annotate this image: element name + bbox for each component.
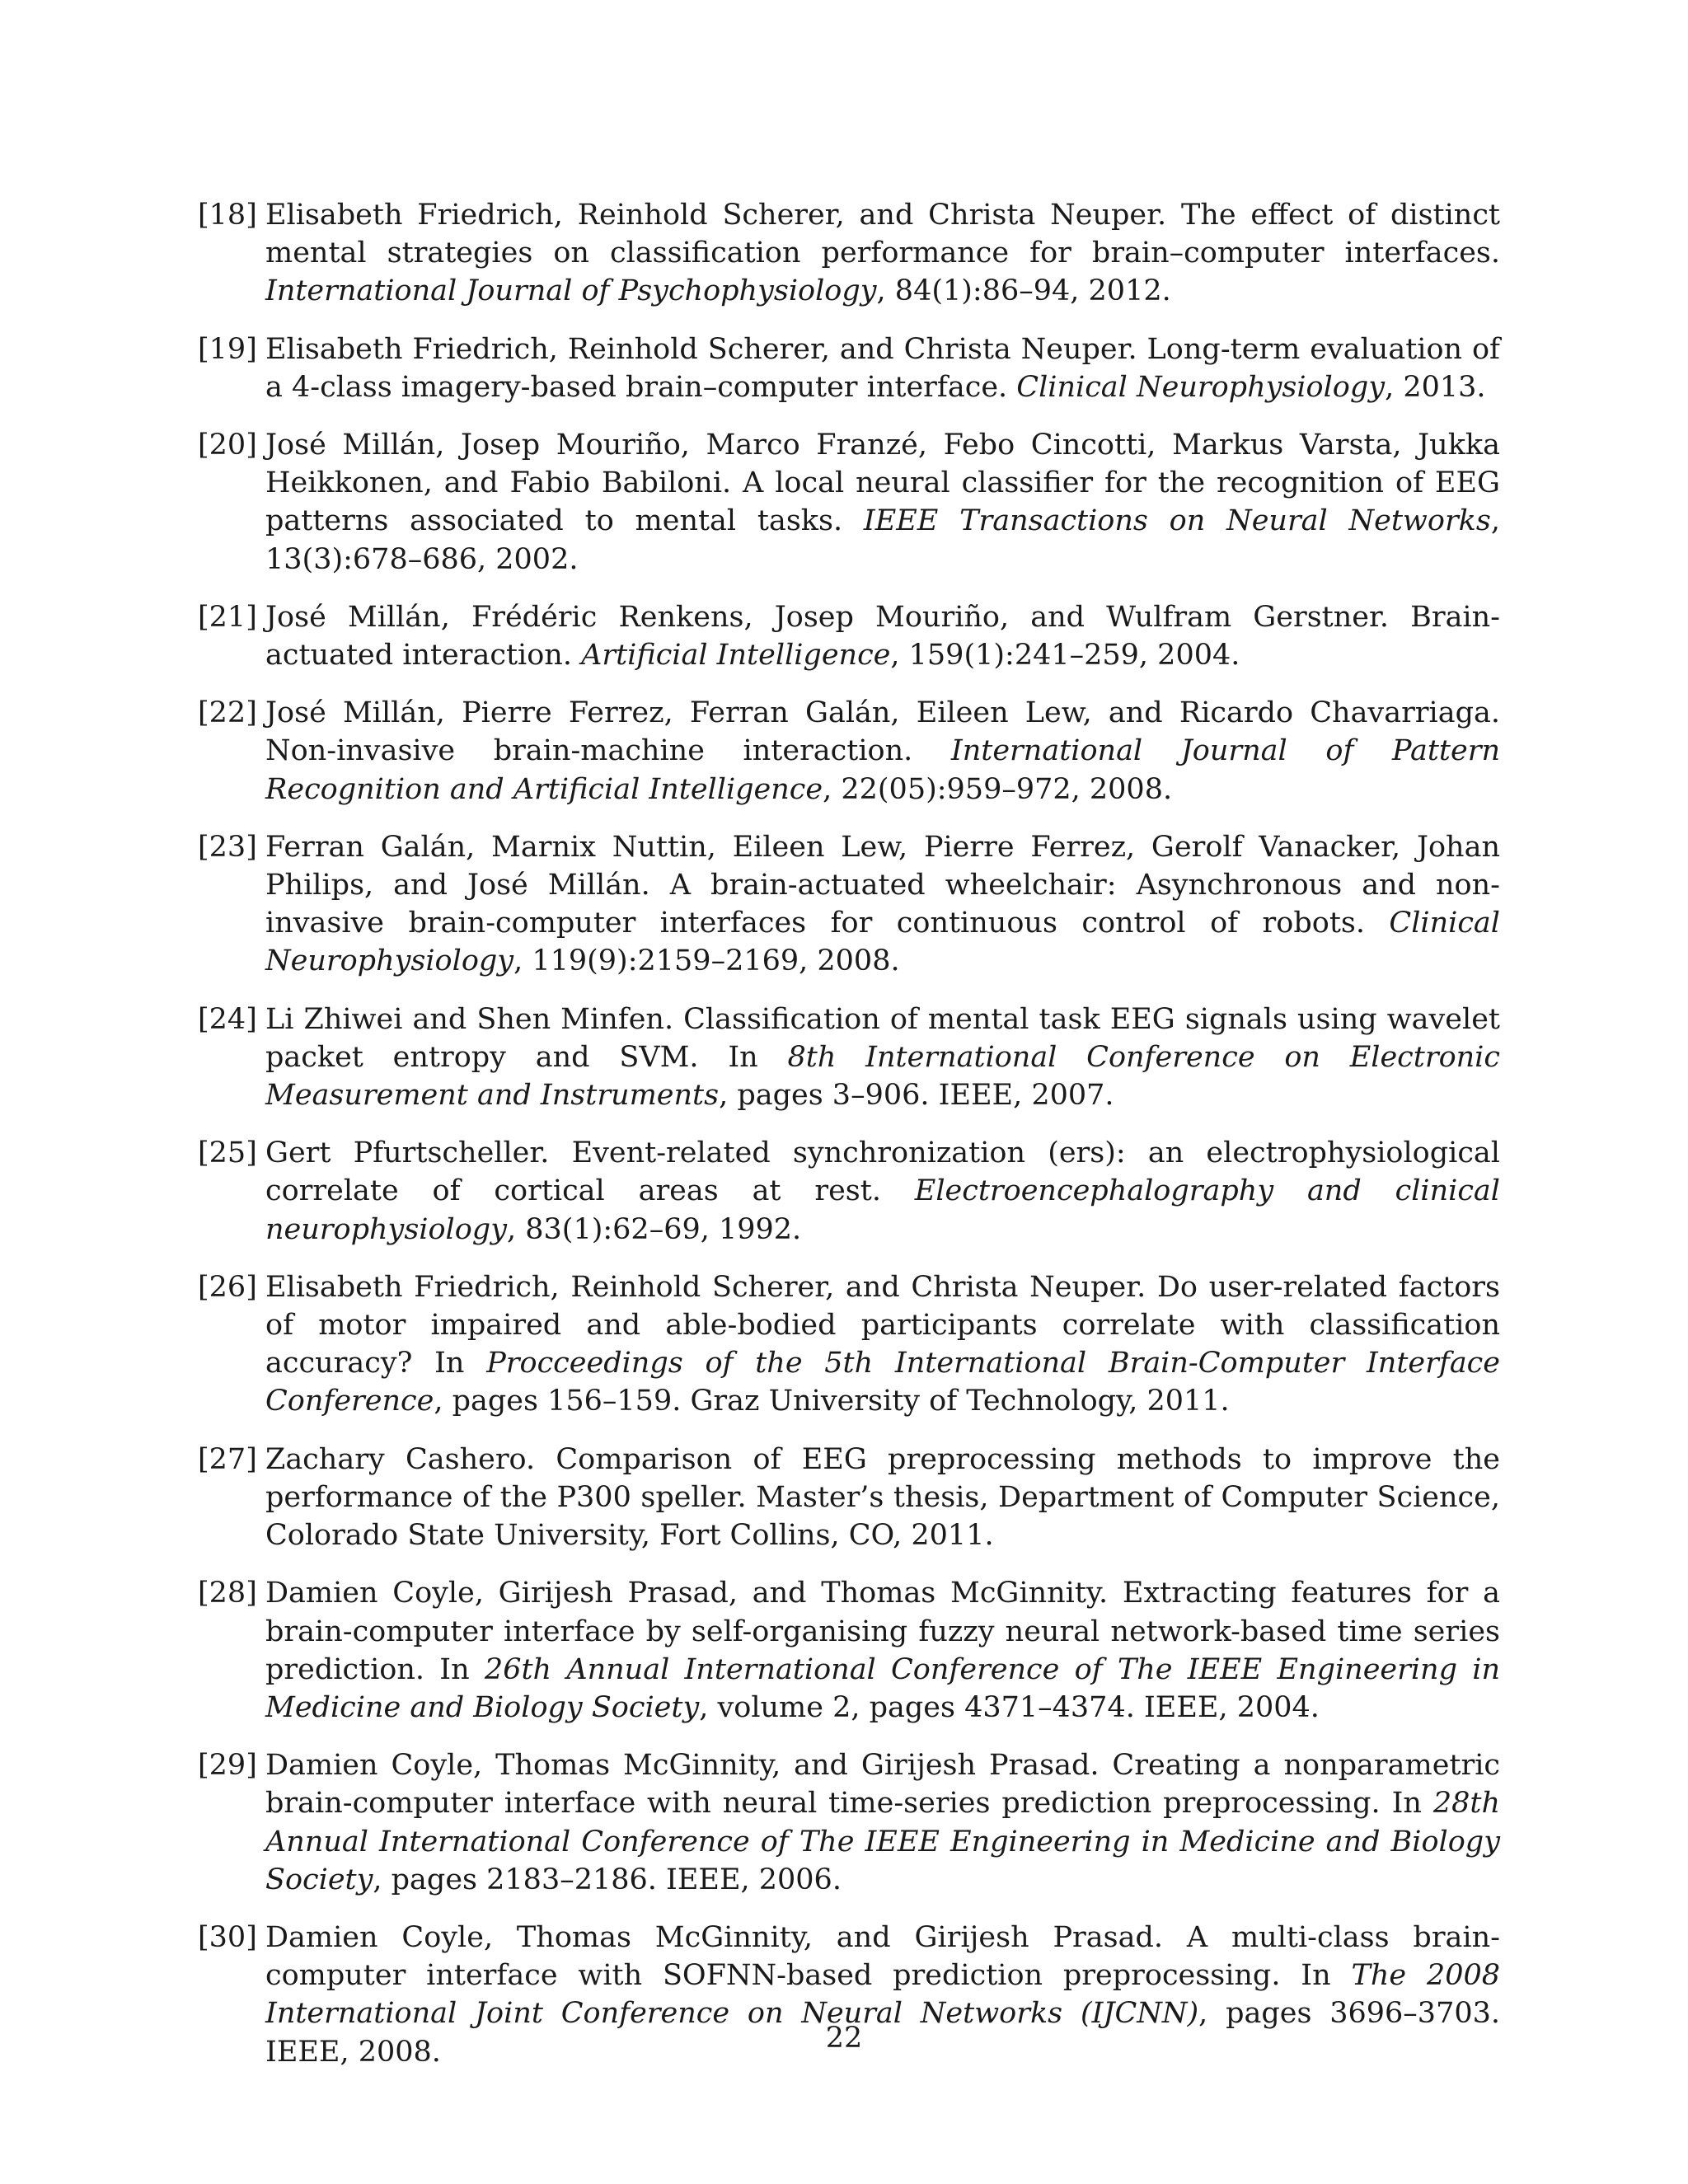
reference-body: Damien Coyle, Thomas McGinnity, and Girijesh Prasad. A multi-class brain-computer interface with SOFNN-based prediction preprocessing. In <box>265 1920 1500 1993</box>
reference-venue: Procceedings of the 5th International Brain-Computer Interface Conference <box>265 1347 1500 1418</box>
reference-text <box>265 1001 1500 1115</box>
reference-body: Damien Coyle, Girijesh Prasad, and Thomas McGinnity. Extracting features for a brain-computer interface by self-organising fuzzy neural network-based time series prediction. In <box>265 1577 1500 1686</box>
reference-body: José Millán, Frédéric Renkens, Josep Mouriño, and Wulfram Gerstner. Brain-actuated interaction. <box>265 600 1500 673</box>
reference-venue: International Journal of Pattern Recognition and Artificial Intelligence <box>265 734 1500 806</box>
reference-body: Damien Coyle, Thomas McGinnity, and Girijesh Prasad. Creating a nonparametric brain-computer interface with neural time-series prediction preprocessing. In <box>265 1749 1500 1821</box>
reference-number: [19] <box>198 332 257 366</box>
reference-number: [20] <box>198 429 257 462</box>
reference-details: , 119(9):2159–2169, 2008. <box>513 944 900 978</box>
reference-text <box>265 598 1500 674</box>
reference-item <box>198 1268 1500 1421</box>
reference-item <box>198 598 1500 674</box>
reference-item <box>198 330 1500 406</box>
reference-body: Elisabeth Friedrich, Reinhold Scherer, and Christa Neuper. Long-term evaluation of a 4-class imagery-based brain–computer interface. <box>265 332 1500 404</box>
reference-number: [30] <box>198 1920 257 1954</box>
reference-venue: 28th Annual International Conference of The IEEE Engineering in Medicine and Biology Society <box>265 1787 1500 1896</box>
reference-number: [22] <box>198 696 257 730</box>
reference-text <box>265 1441 1500 1555</box>
reference-text <box>265 1574 1500 1727</box>
reference-venue: Clinical Neurophysiology <box>1016 370 1386 404</box>
reference-number: [24] <box>198 1002 257 1036</box>
reference-venue: 8th International Conference on Electronic Measurement and Instruments <box>265 1040 1500 1113</box>
reference-details: , 22(05):959–972, 2008. <box>823 772 1173 806</box>
reference-body: Gert Pfurtscheller. Event-related synchronization (ers): an electrophysiological correlate of cortical areas at rest. <box>265 1137 1500 1208</box>
reference-number: [23] <box>198 830 257 864</box>
reference-body: Elisabeth Friedrich, Reinhold Scherer, and Christa Neuper. Do user-related factors of motor impaired and able-bodied participants correlate with classification accuracy? In <box>265 1270 1500 1380</box>
reference-details: , pages 3696–3703. IEEE, 2008. <box>265 1997 1501 2069</box>
reference-page <box>198 196 1500 2091</box>
reference-venue: 26th Annual International Conference of The IEEE Engineering in Medicine and Biology Society <box>265 1652 1500 1724</box>
reference-venue: Artificial Intelligence <box>581 639 891 673</box>
reference-body: Zachary Cashero. Comparison of EEG preprocessing methods to improve the performance of the P300 speller. Master’s thesis, Department of Computer Science, Colorado State University, Fort Collins, CO, 2011. <box>265 1442 1500 1553</box>
reference-number: [29] <box>198 1749 257 1783</box>
reference-text <box>265 1134 1500 1249</box>
reference-body: Elisabeth Friedrich, Reinhold Scherer, and Christa Neuper. The effect of distinct mental strategies on classification performance for brain–computer interfaces. <box>265 199 1500 270</box>
reference-item <box>198 1574 1500 1727</box>
reference-item <box>198 1746 1500 1899</box>
reference-text <box>265 694 1500 808</box>
reference-number: [21] <box>198 600 257 634</box>
reference-text <box>265 828 1500 981</box>
reference-details: , 83(1):62–69, 1992. <box>507 1212 802 1246</box>
reference-body: José Millán, Pierre Ferrez, Ferran Galán, Eileen Lew, and Ricardo Chavarriaga. Non-invasive brain-machine interaction. <box>265 696 1500 768</box>
reference-number: [26] <box>198 1270 257 1304</box>
reference-text <box>265 196 1500 311</box>
reference-item <box>198 426 1500 579</box>
reference-number: [25] <box>198 1137 257 1170</box>
reference-text <box>265 330 1500 406</box>
reference-list <box>198 196 1500 2071</box>
reference-details: , 159(1):241–259, 2004. <box>890 639 1240 673</box>
reference-number: [18] <box>198 199 257 232</box>
reference-details: , 84(1):86–94, 2012. <box>876 274 1171 308</box>
reference-text <box>265 1268 1500 1421</box>
reference-venue: International Journal of Psychophysiology <box>265 274 877 308</box>
reference-details: , 13(3):678–686, 2002. <box>265 504 1500 576</box>
reference-text <box>265 426 1500 579</box>
reference-venue: Electroencephalography and clinical neurophysiology <box>265 1174 1500 1246</box>
reference-number: [28] <box>198 1577 257 1610</box>
reference-number: [27] <box>198 1442 257 1476</box>
reference-details: , pages 156–159. Graz University of Technology, 2011. <box>434 1385 1230 1418</box>
reference-venue: The 2008 International Joint Conference on Neural Networks (IJCNN) <box>265 1959 1500 2031</box>
reference-item <box>198 828 1500 981</box>
reference-details: , pages 3–906. IEEE, 2007. <box>719 1079 1114 1113</box>
reference-venue: IEEE Transactions on Neural Networks <box>863 504 1491 538</box>
reference-body: José Millán, Josep Mouriño, Marco Franzé, Febo Cincotti, Markus Varsta, Jukka Heikkonen, and Fabio Babiloni. A local neural classifier for the recognition of EEG patterns associated to mental tasks. <box>265 429 1500 538</box>
reference-item <box>198 1134 1500 1249</box>
reference-item <box>198 196 1500 311</box>
reference-body: Ferran Galán, Marnix Nuttin, Eileen Lew, Pierre Ferrez, Gerolf Vanacker, Johan Philips, and José Millán. A brain-actuated wheelchair: Asynchronous and non-invasive brain-computer interfaces for continuous control of robots. <box>265 830 1500 940</box>
reference-details: , 2013. <box>1385 370 1486 404</box>
reference-text <box>265 1746 1500 1899</box>
reference-details: , volume 2, pages 4371–4374. IEEE, 2004. <box>699 1690 1320 1724</box>
page-number: 22 <box>825 2022 863 2055</box>
reference-item <box>198 1001 1500 1115</box>
reference-venue: Clinical Neurophysiology <box>265 907 1500 978</box>
reference-details: , pages 2183–2186. IEEE, 2006. <box>373 1863 842 1896</box>
reference-item <box>198 694 1500 808</box>
reference-item <box>198 1441 1500 1555</box>
reference-body: Li Zhiwei and Shen Minfen. Classification of mental task EEG signals using wavelet packet entropy and SVM. In <box>265 1002 1500 1074</box>
